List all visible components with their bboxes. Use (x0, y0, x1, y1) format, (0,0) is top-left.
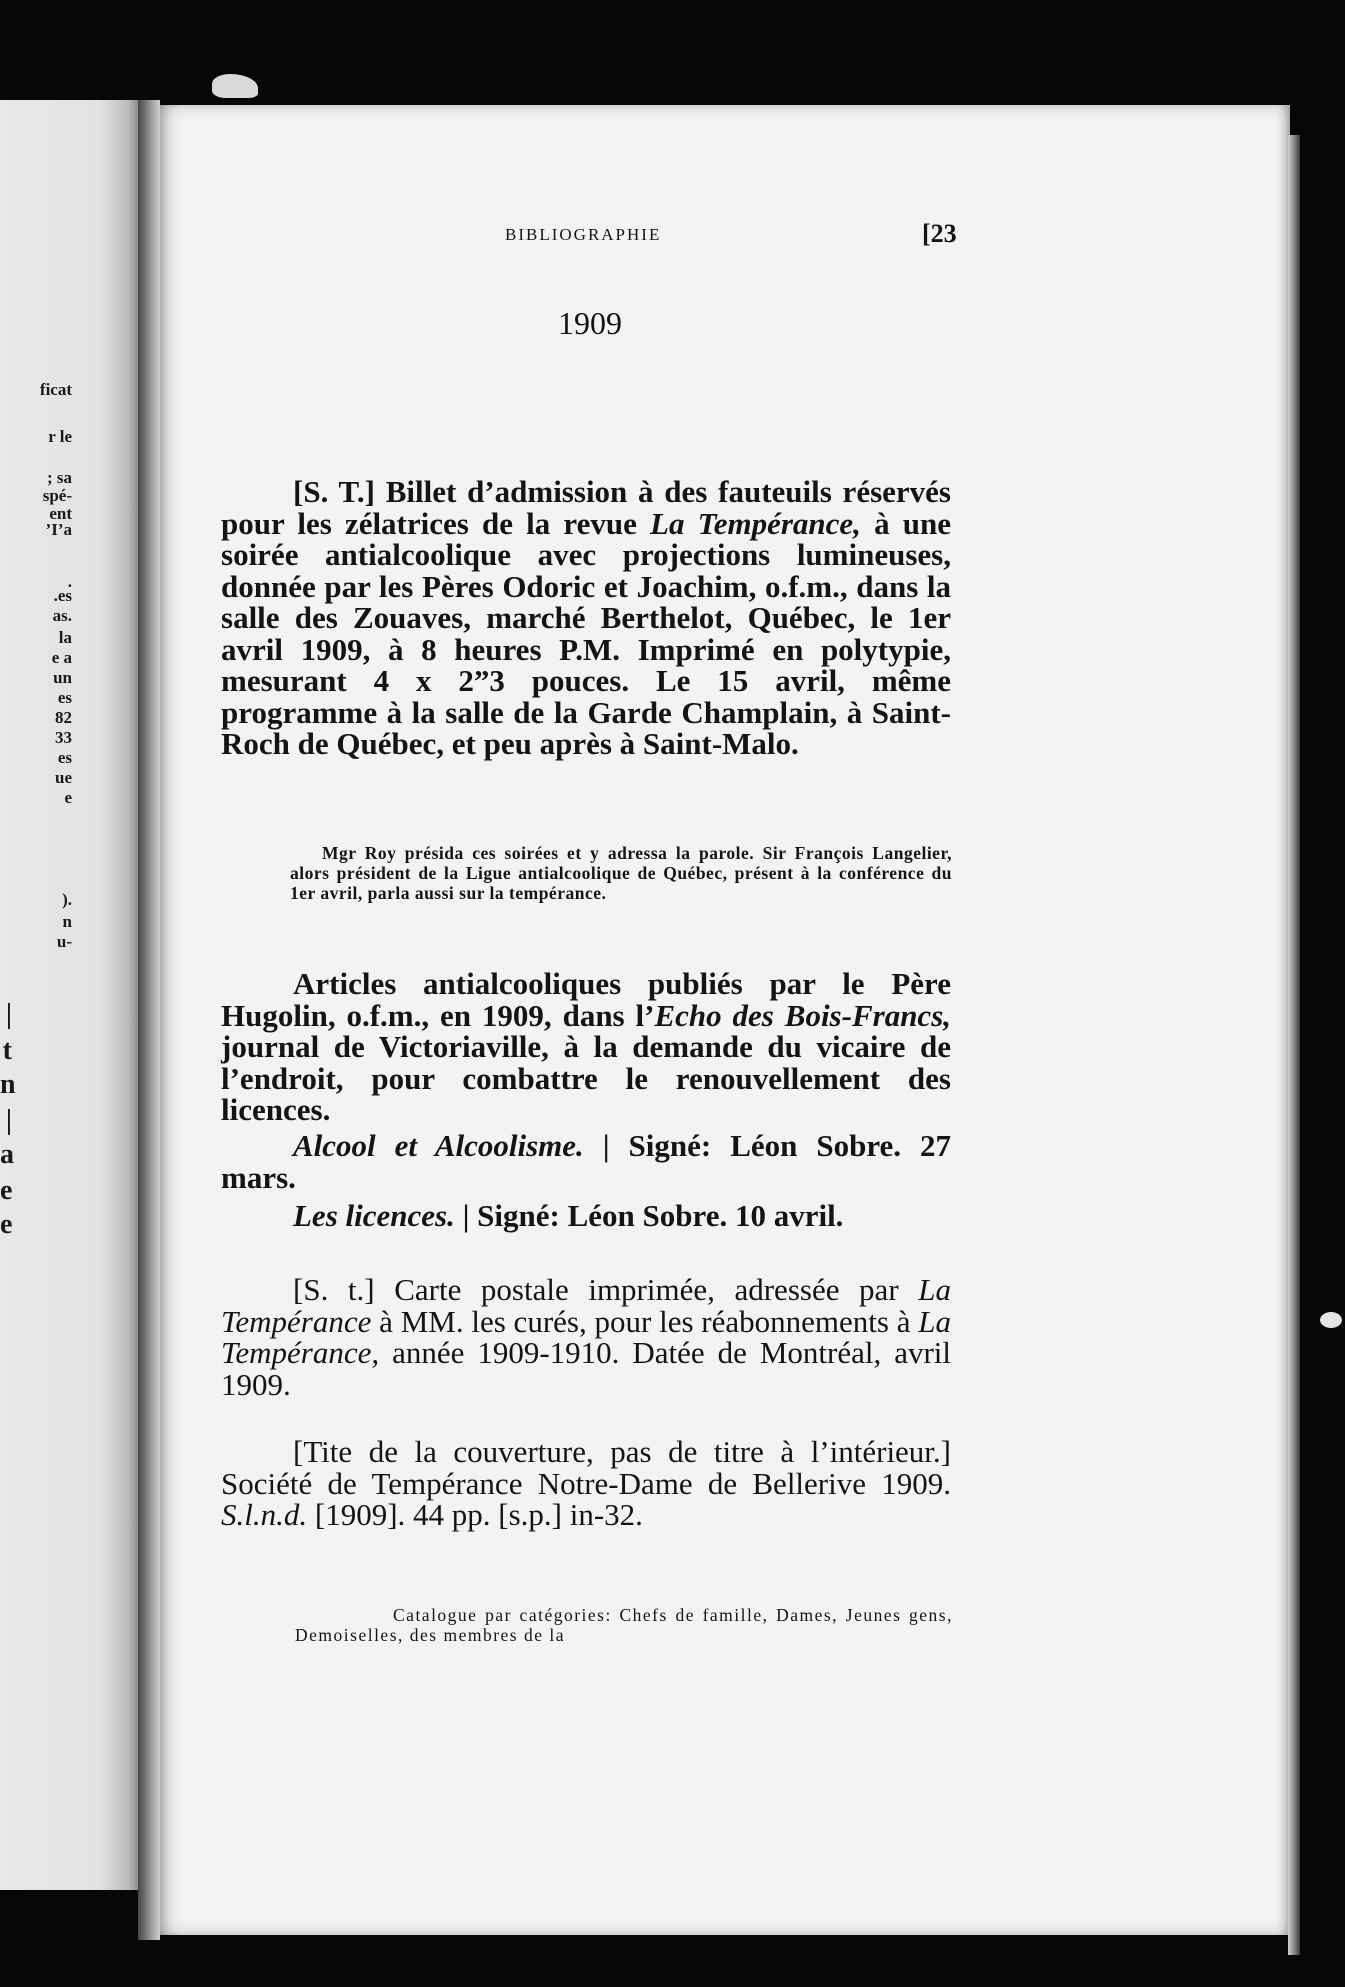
fragment: .es (53, 586, 72, 605)
journal-title: La Tempérance, (650, 505, 861, 541)
fragment: . (67, 572, 72, 591)
fragment: e (0, 1209, 13, 1240)
page-gutter (138, 100, 160, 1940)
fragment: es (57, 748, 72, 767)
running-head: BIBLIOGRAPHIE (505, 225, 662, 244)
fragment: a (0, 1139, 14, 1170)
fragment: un (53, 668, 72, 687)
entry-articles: Articles antialcooliques publiés par le Père Hugolin, o.f.m., en 1909, dans l’Echo des Bois-Francs, journal de Victoriaville, à la demande du vicaire de l’endroit, pour combattre le renouvellement des licences. (221, 966, 952, 1127)
fragment: la (58, 628, 72, 647)
fragment: | (5, 1105, 12, 1136)
entry-societe: [Tite de la couverture, pas de titre à l’intérieur.] Société de Tempérance Notre-Dame de Bellerive 1909. S.l.n.d. [1909]. 44 pp. [s.p.] in-32. (221, 1434, 951, 1532)
facing-page-fragment (0, 100, 142, 1890)
fragment: 82 (55, 708, 72, 727)
fragment: | (5, 999, 12, 1030)
fragment: ent (49, 504, 72, 523)
paper-speck (212, 74, 258, 98)
article-item: Les licences. | Signé: Léon Sobre. 10 avril. (293, 1198, 844, 1233)
fragment: es (57, 688, 72, 707)
fragment: ). (62, 890, 72, 909)
fragment: n (0, 1069, 16, 1100)
fragment: e a (51, 648, 72, 667)
page-edge (1288, 135, 1300, 1955)
journal-title: Echo des Bois-Francs, (654, 997, 952, 1033)
fragment: as. (52, 606, 72, 625)
entry-note: Catalogue par catégories: Chefs de famille, Dames, Jeunes gens, Demoiselles, des membres de la (295, 1605, 953, 1645)
paper-speck (1320, 1312, 1342, 1328)
fragment: r le (48, 427, 72, 446)
fragment: u- (56, 932, 72, 951)
article-item: Alcool et Alcoolisme. | Signé: Léon Sobre. 27 mars. (221, 1128, 951, 1195)
fragment: e (64, 788, 72, 807)
fragment: e (0, 1175, 13, 1206)
entry-carte: [S. t.] Carte postale imprimée, adressée par La Tempérance à MM. les curés, pour les réabonnements à La Tempérance, année 1909-1910. Datée de Montréal, avril 1909. (221, 1272, 951, 1402)
page-header (0, 219, 1345, 255)
fragment: spé- (42, 486, 72, 505)
fragment: n (62, 912, 72, 931)
fragment: t (2, 1035, 12, 1066)
entry-note: Mgr Roy présida ces soirées et y adressa la parole. Sir François Langelier, alors président de la Ligue antialcoolique de Québec, présent à la conférence du 1er avril, parla aussi sur la tempérance. (290, 843, 952, 903)
entry-billet: [S. T.] Billet d’admission à des fauteuils réservés pour les zélatrices de la revue La Tempérance, à une soirée antialcoolique avec projections lumineuses, donnée par les Pères Odoric et Joachim, o.f.m., dans la salle des Zouaves, marché Berthelot, Québec, le 1er avril 1909, à 8 heures P.M. Imprimé en polytypie, mesurant 4 x 2”3 pouces. Le 15 avril, même programme à la salle de la Garde Champlain, à Saint-Roch de Québec, et peu après à Saint-Malo. (221, 474, 951, 761)
page-number: [23 (922, 219, 957, 248)
fragment: ; sa (46, 468, 72, 487)
fragment: 33 (55, 728, 72, 747)
fragment: ficat (39, 380, 72, 399)
fragment: ’I’a (45, 520, 72, 539)
year-heading: 1909 (558, 305, 622, 341)
fragment: ue (55, 768, 72, 787)
